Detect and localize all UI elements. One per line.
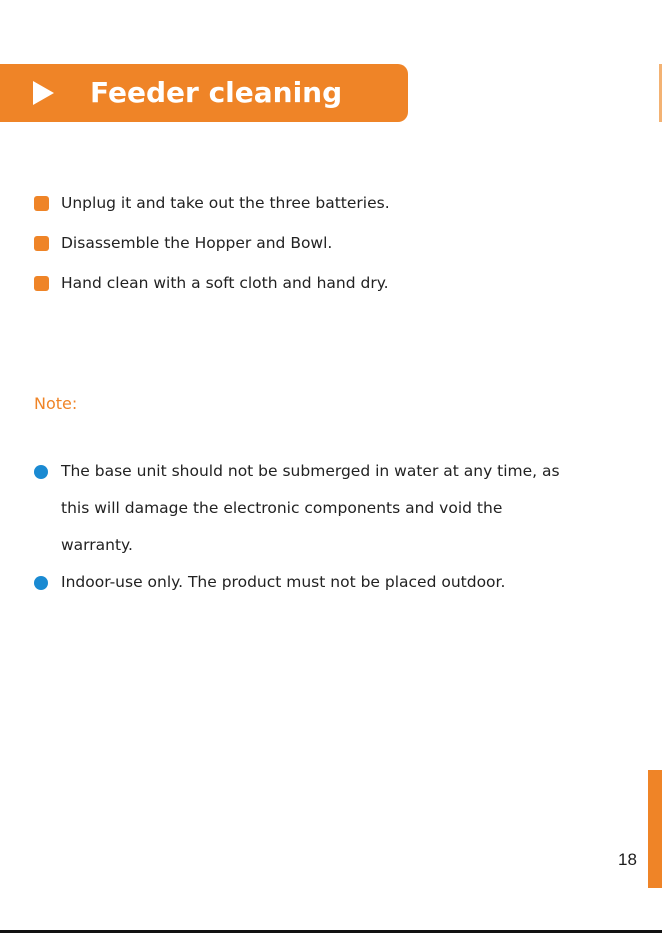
step-text: Hand clean with a soft cloth and hand dry. (61, 274, 389, 292)
step-text: Unplug it and take out the three batteries. (61, 194, 390, 212)
page-edge-tab (648, 770, 662, 888)
section-title: Feeder cleaning (90, 76, 343, 109)
note-text: The base unit should not be submerged in water at any time, as this will damage the electronic components and void the warranty. (61, 462, 560, 554)
dot-bullet-icon (34, 576, 48, 590)
dot-bullet-icon (34, 465, 48, 479)
step-text: Disassemble the Hopper and Bowl. (61, 234, 333, 252)
note-label: Note: (34, 394, 78, 413)
square-bullet-icon (34, 276, 49, 291)
section-header-banner (0, 64, 408, 122)
note-text: Indoor-use only. The product must not be placed outdoor. (61, 573, 506, 591)
square-bullet-icon (34, 196, 49, 211)
play-icon (33, 81, 54, 105)
page-number: 18 (618, 850, 637, 869)
square-bullet-icon (34, 236, 49, 251)
